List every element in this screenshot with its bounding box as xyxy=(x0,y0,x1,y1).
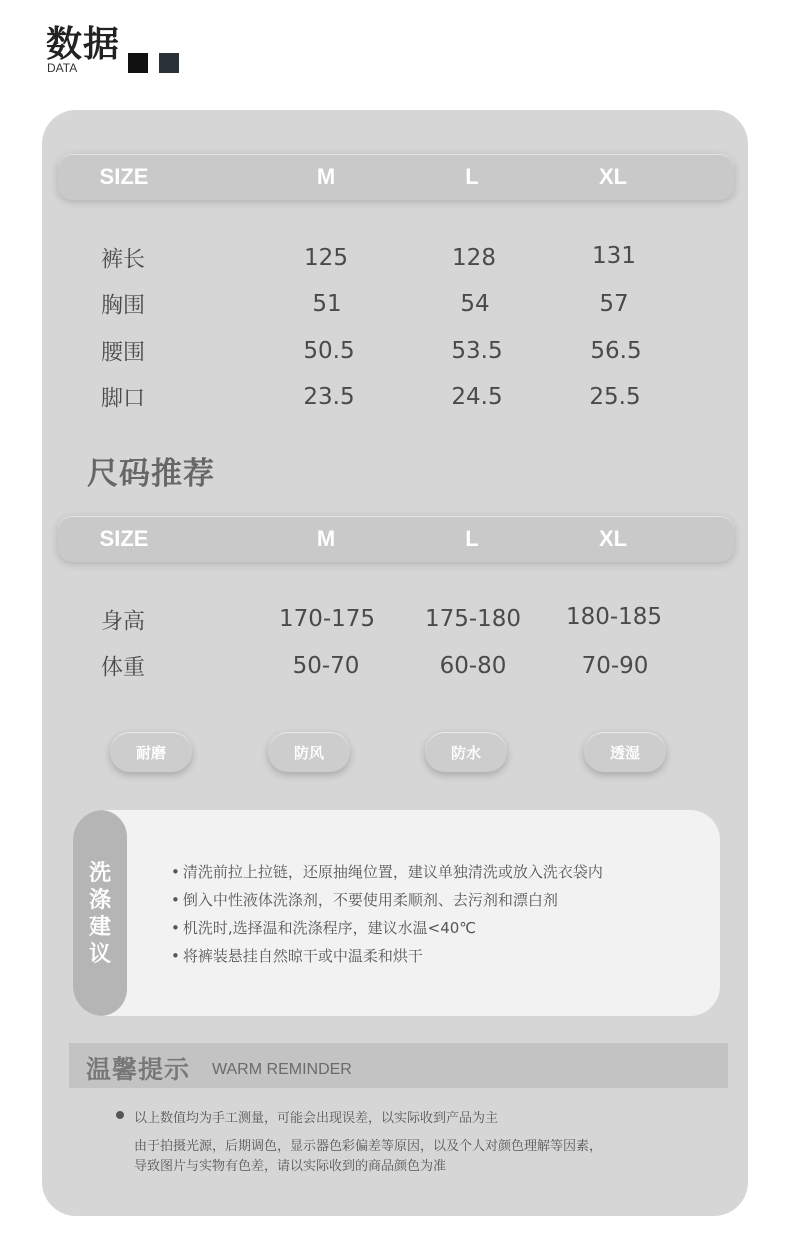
table-cell: 131 xyxy=(592,243,636,269)
table-cell: 60-80 xyxy=(439,653,507,679)
table-cell: 57 xyxy=(599,291,629,317)
care-title-char: 议 xyxy=(88,942,111,967)
bullet-icon xyxy=(116,1111,124,1119)
header-size: SIZE xyxy=(99,164,149,189)
header-size: SIZE xyxy=(99,526,149,551)
table-cell: 170-175 xyxy=(278,606,376,632)
table-cell: 25.5 xyxy=(589,384,641,410)
table-cell: 50.5 xyxy=(303,338,355,364)
reminder-note: 由于拍摄光源，后期调色，显示器色彩偏差等原因，以及个人对颜色理解等因素， xyxy=(134,1139,603,1154)
header-m: M xyxy=(316,526,336,551)
feature-badge: 防水 xyxy=(425,732,507,772)
table-cell: 54 xyxy=(460,291,490,317)
header-l: L xyxy=(465,526,479,551)
reminder-title: 温馨提示 xyxy=(86,1055,191,1084)
section-title: 尺码推荐 xyxy=(87,456,215,492)
reminder-subtitle: WARM REMINDER xyxy=(212,1061,352,1078)
decor-square-black xyxy=(128,53,148,73)
size-table-header xyxy=(58,154,734,200)
table-cell: 180-185 xyxy=(565,604,663,630)
care-title-char: 建 xyxy=(88,915,111,940)
header-l: L xyxy=(465,164,479,189)
care-item: • 清洗前拉上拉链，还原抽绳位置，建议单独清洗或放入洗衣袋内 xyxy=(171,858,603,886)
care-title-char: 涤 xyxy=(88,888,111,913)
table-cell: 56.5 xyxy=(590,338,642,364)
row-label: 腰围 xyxy=(101,340,146,366)
care-item: • 将裤装悬挂自然晾干或中温柔和烘干 xyxy=(171,942,603,970)
table-cell: 175-180 xyxy=(424,606,522,632)
feature-badge: 耐磨 xyxy=(110,732,192,772)
row-label: 胸围 xyxy=(101,293,146,319)
row-label: 身高 xyxy=(101,609,146,635)
table-cell: 50-70 xyxy=(292,653,360,679)
decor-square-slate xyxy=(159,53,179,73)
care-tab xyxy=(73,810,127,1016)
care-item: • 机洗时,选择温和洗涤程序，建议水温<40℃ xyxy=(171,914,603,942)
row-label: 脚口 xyxy=(101,386,146,412)
recommend-table-header xyxy=(58,516,734,562)
reminder-note: 导致图片与实物有色差，请以实际收到的商品颜色为准 xyxy=(134,1159,447,1174)
row-label: 裤长 xyxy=(101,247,146,273)
feature-badge: 防风 xyxy=(268,732,350,772)
reminder-note: 以上数值均为手工测量，可能会出现误差，以实际收到产品为主 xyxy=(134,1111,499,1126)
feature-badge: 透湿 xyxy=(584,732,666,772)
care-title-char: 洗 xyxy=(88,861,111,886)
table-cell: 128 xyxy=(452,245,496,271)
care-item: • 倒入中性液体洗涤剂，不要使用柔顺剂、去污剂和漂白剂 xyxy=(171,886,603,914)
care-list xyxy=(171,858,603,970)
page-title: 数据 xyxy=(46,24,121,65)
table-cell: 125 xyxy=(304,245,348,271)
table-cell: 23.5 xyxy=(303,384,355,410)
care-panel xyxy=(73,810,720,1016)
header-m: M xyxy=(316,164,336,189)
reminder-bar xyxy=(69,1043,728,1088)
table-cell: 70-90 xyxy=(581,653,649,679)
row-label: 体重 xyxy=(101,655,146,681)
header-xl: XL xyxy=(598,526,628,551)
table-cell: 24.5 xyxy=(451,384,503,410)
care-title xyxy=(73,860,127,968)
page-subtitle: DATA xyxy=(47,61,78,75)
table-cell: 53.5 xyxy=(451,338,503,364)
table-cell: 51 xyxy=(312,291,342,317)
header-xl: XL xyxy=(598,164,628,189)
